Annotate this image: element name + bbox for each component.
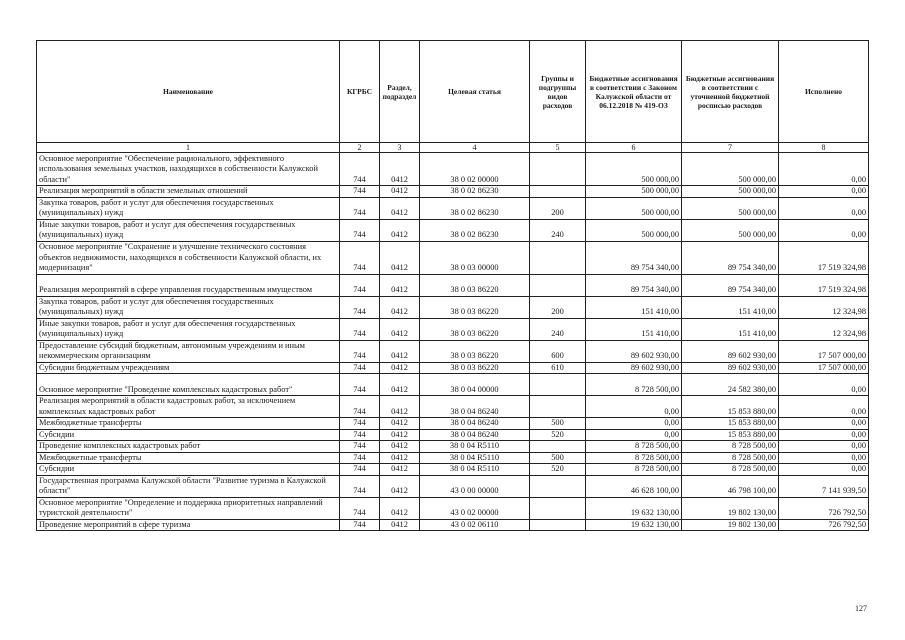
table-row xyxy=(37,441,869,453)
row-expense-group: 500 xyxy=(530,452,586,464)
row-kgrbs: 744 xyxy=(340,219,380,241)
row-name: Предоставление субсидий бюджетным, автономным учреждениям и иным некоммерческим организациям xyxy=(37,340,340,362)
row-executed: 17 519 324,98 xyxy=(779,241,869,274)
row-law-allocation: 0,00 xyxy=(586,429,682,441)
row-target-article: 38 0 03 86220 xyxy=(420,296,530,318)
row-executed: 17 507 000,00 xyxy=(779,340,869,362)
row-refined-allocation: 8 728 500,00 xyxy=(682,452,779,464)
row-section: 0412 xyxy=(380,452,420,464)
row-executed: 0,00 xyxy=(779,418,869,430)
row-executed: 7 141 939,50 xyxy=(779,475,869,497)
table-body xyxy=(37,153,869,531)
header-law-allocation: Бюджетные ассигнования в соответствии с Законом Калужской области от 06.12.2018 № 419-ОЗ xyxy=(586,41,682,143)
table-row xyxy=(37,374,869,396)
table-row xyxy=(37,340,869,362)
row-law-allocation: 89 602 930,00 xyxy=(586,362,682,374)
row-kgrbs: 744 xyxy=(340,441,380,453)
row-name: Основное мероприятие "Сохранение и улучшение технического состояния объектов недвижимости, находящихся в собственности Калужской области, их модернизация" xyxy=(37,241,340,274)
row-section: 0412 xyxy=(380,219,420,241)
row-name: Реализация мероприятий в области кадастровых работ, за исключением комплексных кадастровых работ xyxy=(37,396,340,418)
row-kgrbs: 744 xyxy=(340,497,380,519)
row-section: 0412 xyxy=(380,441,420,453)
column-number-row xyxy=(37,143,869,153)
row-kgrbs: 744 xyxy=(340,362,380,374)
row-target-article: 38 0 04 R5110 xyxy=(420,452,530,464)
table-row xyxy=(37,197,869,219)
row-kgrbs: 744 xyxy=(340,318,380,340)
row-expense-group xyxy=(530,475,586,497)
row-expense-group: 520 xyxy=(530,429,586,441)
row-section: 0412 xyxy=(380,497,420,519)
row-refined-allocation: 151 410,00 xyxy=(682,318,779,340)
row-target-article: 38 0 04 00000 xyxy=(420,374,530,396)
row-target-article: 38 0 02 86230 xyxy=(420,186,530,198)
row-expense-group xyxy=(530,241,586,274)
row-executed: 0,00 xyxy=(779,441,869,453)
budget-execution-table xyxy=(36,40,869,531)
row-executed: 0,00 xyxy=(779,219,869,241)
row-name: Иные закупки товаров, работ и услуг для обеспечения государственных (муниципальных) нужд xyxy=(37,219,340,241)
row-kgrbs: 744 xyxy=(340,153,380,186)
table-row xyxy=(37,296,869,318)
budget-table-page xyxy=(36,40,868,531)
row-law-allocation: 19 632 130,00 xyxy=(586,519,682,531)
row-section: 0412 xyxy=(380,464,420,476)
column-number: 2 xyxy=(340,143,380,153)
column-number: 7 xyxy=(682,143,779,153)
page-number: 127 xyxy=(855,604,867,613)
column-number: 5 xyxy=(530,143,586,153)
row-refined-allocation: 500 000,00 xyxy=(682,186,779,198)
row-kgrbs: 744 xyxy=(340,186,380,198)
table-row xyxy=(37,464,869,476)
row-name: Проведение комплексных кадастровых работ xyxy=(37,441,340,453)
header-kgrbs: КГРБС xyxy=(340,41,380,143)
row-target-article: 38 0 03 86220 xyxy=(420,274,530,296)
table-row xyxy=(37,418,869,430)
row-name: Межбюджетные трансферты xyxy=(37,418,340,430)
row-section: 0412 xyxy=(380,418,420,430)
row-section: 0412 xyxy=(380,274,420,296)
table-row xyxy=(37,274,869,296)
row-expense-group xyxy=(530,274,586,296)
row-kgrbs: 744 xyxy=(340,296,380,318)
header-name: Наименование xyxy=(37,41,340,143)
row-kgrbs: 744 xyxy=(340,519,380,531)
row-kgrbs: 744 xyxy=(340,197,380,219)
row-target-article: 43 0 02 06110 xyxy=(420,519,530,531)
row-kgrbs: 744 xyxy=(340,452,380,464)
row-section: 0412 xyxy=(380,296,420,318)
row-name: Закупка товаров, работ и услуг для обеспечения государственных (муниципальных) нужд xyxy=(37,296,340,318)
row-law-allocation: 500 000,00 xyxy=(586,153,682,186)
row-law-allocation: 500 000,00 xyxy=(586,186,682,198)
row-name: Субсидии xyxy=(37,464,340,476)
row-expense-group: 240 xyxy=(530,318,586,340)
row-executed: 12 324,98 xyxy=(779,296,869,318)
row-name: Реализация мероприятий в сфере управления государственным имуществом xyxy=(37,274,340,296)
row-law-allocation: 46 628 100,00 xyxy=(586,475,682,497)
table-row xyxy=(37,153,869,186)
row-section: 0412 xyxy=(380,519,420,531)
row-section: 0412 xyxy=(380,153,420,186)
row-target-article: 43 0 02 00000 xyxy=(420,497,530,519)
row-refined-allocation: 8 728 500,00 xyxy=(682,441,779,453)
header-section: Раздел, подраздел xyxy=(380,41,420,143)
row-section: 0412 xyxy=(380,186,420,198)
row-expense-group xyxy=(530,519,586,531)
column-number: 4 xyxy=(420,143,530,153)
row-section: 0412 xyxy=(380,241,420,274)
table-row xyxy=(37,452,869,464)
row-kgrbs: 744 xyxy=(340,475,380,497)
row-section: 0412 xyxy=(380,318,420,340)
row-executed: 0,00 xyxy=(779,429,869,441)
row-refined-allocation: 89 754 340,00 xyxy=(682,274,779,296)
row-target-article: 38 0 03 86220 xyxy=(420,340,530,362)
row-law-allocation: 500 000,00 xyxy=(586,219,682,241)
row-executed: 0,00 xyxy=(779,464,869,476)
row-executed: 0,00 xyxy=(779,153,869,186)
row-refined-allocation: 151 410,00 xyxy=(682,296,779,318)
row-executed: 0,00 xyxy=(779,186,869,198)
row-refined-allocation: 24 582 380,00 xyxy=(682,374,779,396)
row-executed: 17 507 000,00 xyxy=(779,362,869,374)
table-row xyxy=(37,497,869,519)
row-law-allocation: 500 000,00 xyxy=(586,197,682,219)
row-executed: 0,00 xyxy=(779,452,869,464)
row-executed: 0,00 xyxy=(779,374,869,396)
row-kgrbs: 744 xyxy=(340,418,380,430)
table-row xyxy=(37,186,869,198)
row-target-article: 38 0 04 86240 xyxy=(420,429,530,441)
row-refined-allocation: 19 802 130,00 xyxy=(682,519,779,531)
row-kgrbs: 744 xyxy=(340,340,380,362)
row-target-article: 43 0 00 00000 xyxy=(420,475,530,497)
row-kgrbs: 744 xyxy=(340,374,380,396)
table-row xyxy=(37,362,869,374)
row-expense-group: 520 xyxy=(530,464,586,476)
row-name: Субсидии xyxy=(37,429,340,441)
row-section: 0412 xyxy=(380,429,420,441)
row-name: Субсидии бюджетным учреждениям xyxy=(37,362,340,374)
row-executed: 726 792,50 xyxy=(779,497,869,519)
row-expense-group xyxy=(530,441,586,453)
column-number: 6 xyxy=(586,143,682,153)
row-refined-allocation: 500 000,00 xyxy=(682,153,779,186)
row-target-article: 38 0 02 86230 xyxy=(420,197,530,219)
row-section: 0412 xyxy=(380,340,420,362)
row-law-allocation: 151 410,00 xyxy=(586,296,682,318)
header-row xyxy=(37,41,869,143)
row-expense-group: 500 xyxy=(530,418,586,430)
row-expense-group: 200 xyxy=(530,197,586,219)
row-law-allocation: 19 632 130,00 xyxy=(586,497,682,519)
row-target-article: 38 0 02 00000 xyxy=(420,153,530,186)
row-expense-group xyxy=(530,186,586,198)
row-law-allocation: 8 728 500,00 xyxy=(586,452,682,464)
row-expense-group: 610 xyxy=(530,362,586,374)
row-law-allocation: 8 728 500,00 xyxy=(586,464,682,476)
row-executed: 0,00 xyxy=(779,396,869,418)
row-refined-allocation: 89 602 930,00 xyxy=(682,340,779,362)
row-section: 0412 xyxy=(380,362,420,374)
row-expense-group xyxy=(530,374,586,396)
row-law-allocation: 8 728 500,00 xyxy=(586,374,682,396)
table-row xyxy=(37,241,869,274)
row-law-allocation: 0,00 xyxy=(586,418,682,430)
column-number: 8 xyxy=(779,143,869,153)
row-target-article: 38 0 03 86220 xyxy=(420,362,530,374)
table-row xyxy=(37,396,869,418)
row-refined-allocation: 15 853 880,00 xyxy=(682,418,779,430)
row-target-article: 38 0 03 86220 xyxy=(420,318,530,340)
table-row xyxy=(37,318,869,340)
row-law-allocation: 89 754 340,00 xyxy=(586,241,682,274)
column-number: 3 xyxy=(380,143,420,153)
row-name: Реализация мероприятий в области земельных отношений xyxy=(37,186,340,198)
header-target-article: Целевая статья xyxy=(420,41,530,143)
row-target-article: 38 0 03 00000 xyxy=(420,241,530,274)
row-expense-group xyxy=(530,497,586,519)
row-refined-allocation: 15 853 880,00 xyxy=(682,396,779,418)
row-refined-allocation: 500 000,00 xyxy=(682,197,779,219)
header-executed: Исполнено xyxy=(779,41,869,143)
row-name: Закупка товаров, работ и услуг для обеспечения государственных (муниципальных) нужд xyxy=(37,197,340,219)
row-executed: 12 324,98 xyxy=(779,318,869,340)
row-name: Межбюджетные трансферты xyxy=(37,452,340,464)
row-kgrbs: 744 xyxy=(340,396,380,418)
row-expense-group xyxy=(530,396,586,418)
table-row xyxy=(37,475,869,497)
row-law-allocation: 8 728 500,00 xyxy=(586,441,682,453)
row-target-article: 38 0 04 R5110 xyxy=(420,441,530,453)
row-refined-allocation: 15 853 880,00 xyxy=(682,429,779,441)
row-refined-allocation: 89 754 340,00 xyxy=(682,241,779,274)
row-law-allocation: 0,00 xyxy=(586,396,682,418)
row-name: Проведение мероприятий в сфере туризма xyxy=(37,519,340,531)
row-name: Основное мероприятие "Определение и поддержка приоритетных направлений туристской деятельности" xyxy=(37,497,340,519)
header-expense-group: Группы и подгруппы видов расходов xyxy=(530,41,586,143)
row-refined-allocation: 19 802 130,00 xyxy=(682,497,779,519)
row-law-allocation: 89 602 930,00 xyxy=(586,340,682,362)
row-name: Иные закупки товаров, работ и услуг для обеспечения государственных (муниципальных) нужд xyxy=(37,318,340,340)
row-executed: 726 792,50 xyxy=(779,519,869,531)
row-kgrbs: 744 xyxy=(340,464,380,476)
row-executed: 0,00 xyxy=(779,197,869,219)
row-refined-allocation: 46 798 100,00 xyxy=(682,475,779,497)
row-target-article: 38 0 04 R5110 xyxy=(420,464,530,476)
row-target-article: 38 0 02 86230 xyxy=(420,219,530,241)
table-row xyxy=(37,519,869,531)
row-law-allocation: 151 410,00 xyxy=(586,318,682,340)
row-target-article: 38 0 04 86240 xyxy=(420,418,530,430)
row-name: Основное мероприятие "Проведение комплексных кадастровых работ" xyxy=(37,374,340,396)
row-refined-allocation: 500 000,00 xyxy=(682,219,779,241)
header-refined-allocation: Бюджетные ассигнования в соответствии с уточненной бюджетной росписью расходов xyxy=(682,41,779,143)
row-expense-group: 600 xyxy=(530,340,586,362)
row-expense-group: 200 xyxy=(530,296,586,318)
row-refined-allocation: 8 728 500,00 xyxy=(682,464,779,476)
row-section: 0412 xyxy=(380,374,420,396)
column-number: 1 xyxy=(37,143,340,153)
row-kgrbs: 744 xyxy=(340,274,380,296)
row-section: 0412 xyxy=(380,475,420,497)
table-row xyxy=(37,429,869,441)
row-executed: 17 519 324,98 xyxy=(779,274,869,296)
row-law-allocation: 89 754 340,00 xyxy=(586,274,682,296)
row-name: Государственная программа Калужской области "Развитие туризма в Калужской области" xyxy=(37,475,340,497)
row-expense-group xyxy=(530,153,586,186)
row-section: 0412 xyxy=(380,197,420,219)
row-kgrbs: 744 xyxy=(340,429,380,441)
table-row xyxy=(37,219,869,241)
row-expense-group: 240 xyxy=(530,219,586,241)
row-kgrbs: 744 xyxy=(340,241,380,274)
row-section: 0412 xyxy=(380,396,420,418)
row-name: Основное мероприятие "Обеспечение рационального, эффективного использования земельных участков, находящихся в собственности Калужской области" xyxy=(37,153,340,186)
row-refined-allocation: 89 602 930,00 xyxy=(682,362,779,374)
row-target-article: 38 0 04 86240 xyxy=(420,396,530,418)
